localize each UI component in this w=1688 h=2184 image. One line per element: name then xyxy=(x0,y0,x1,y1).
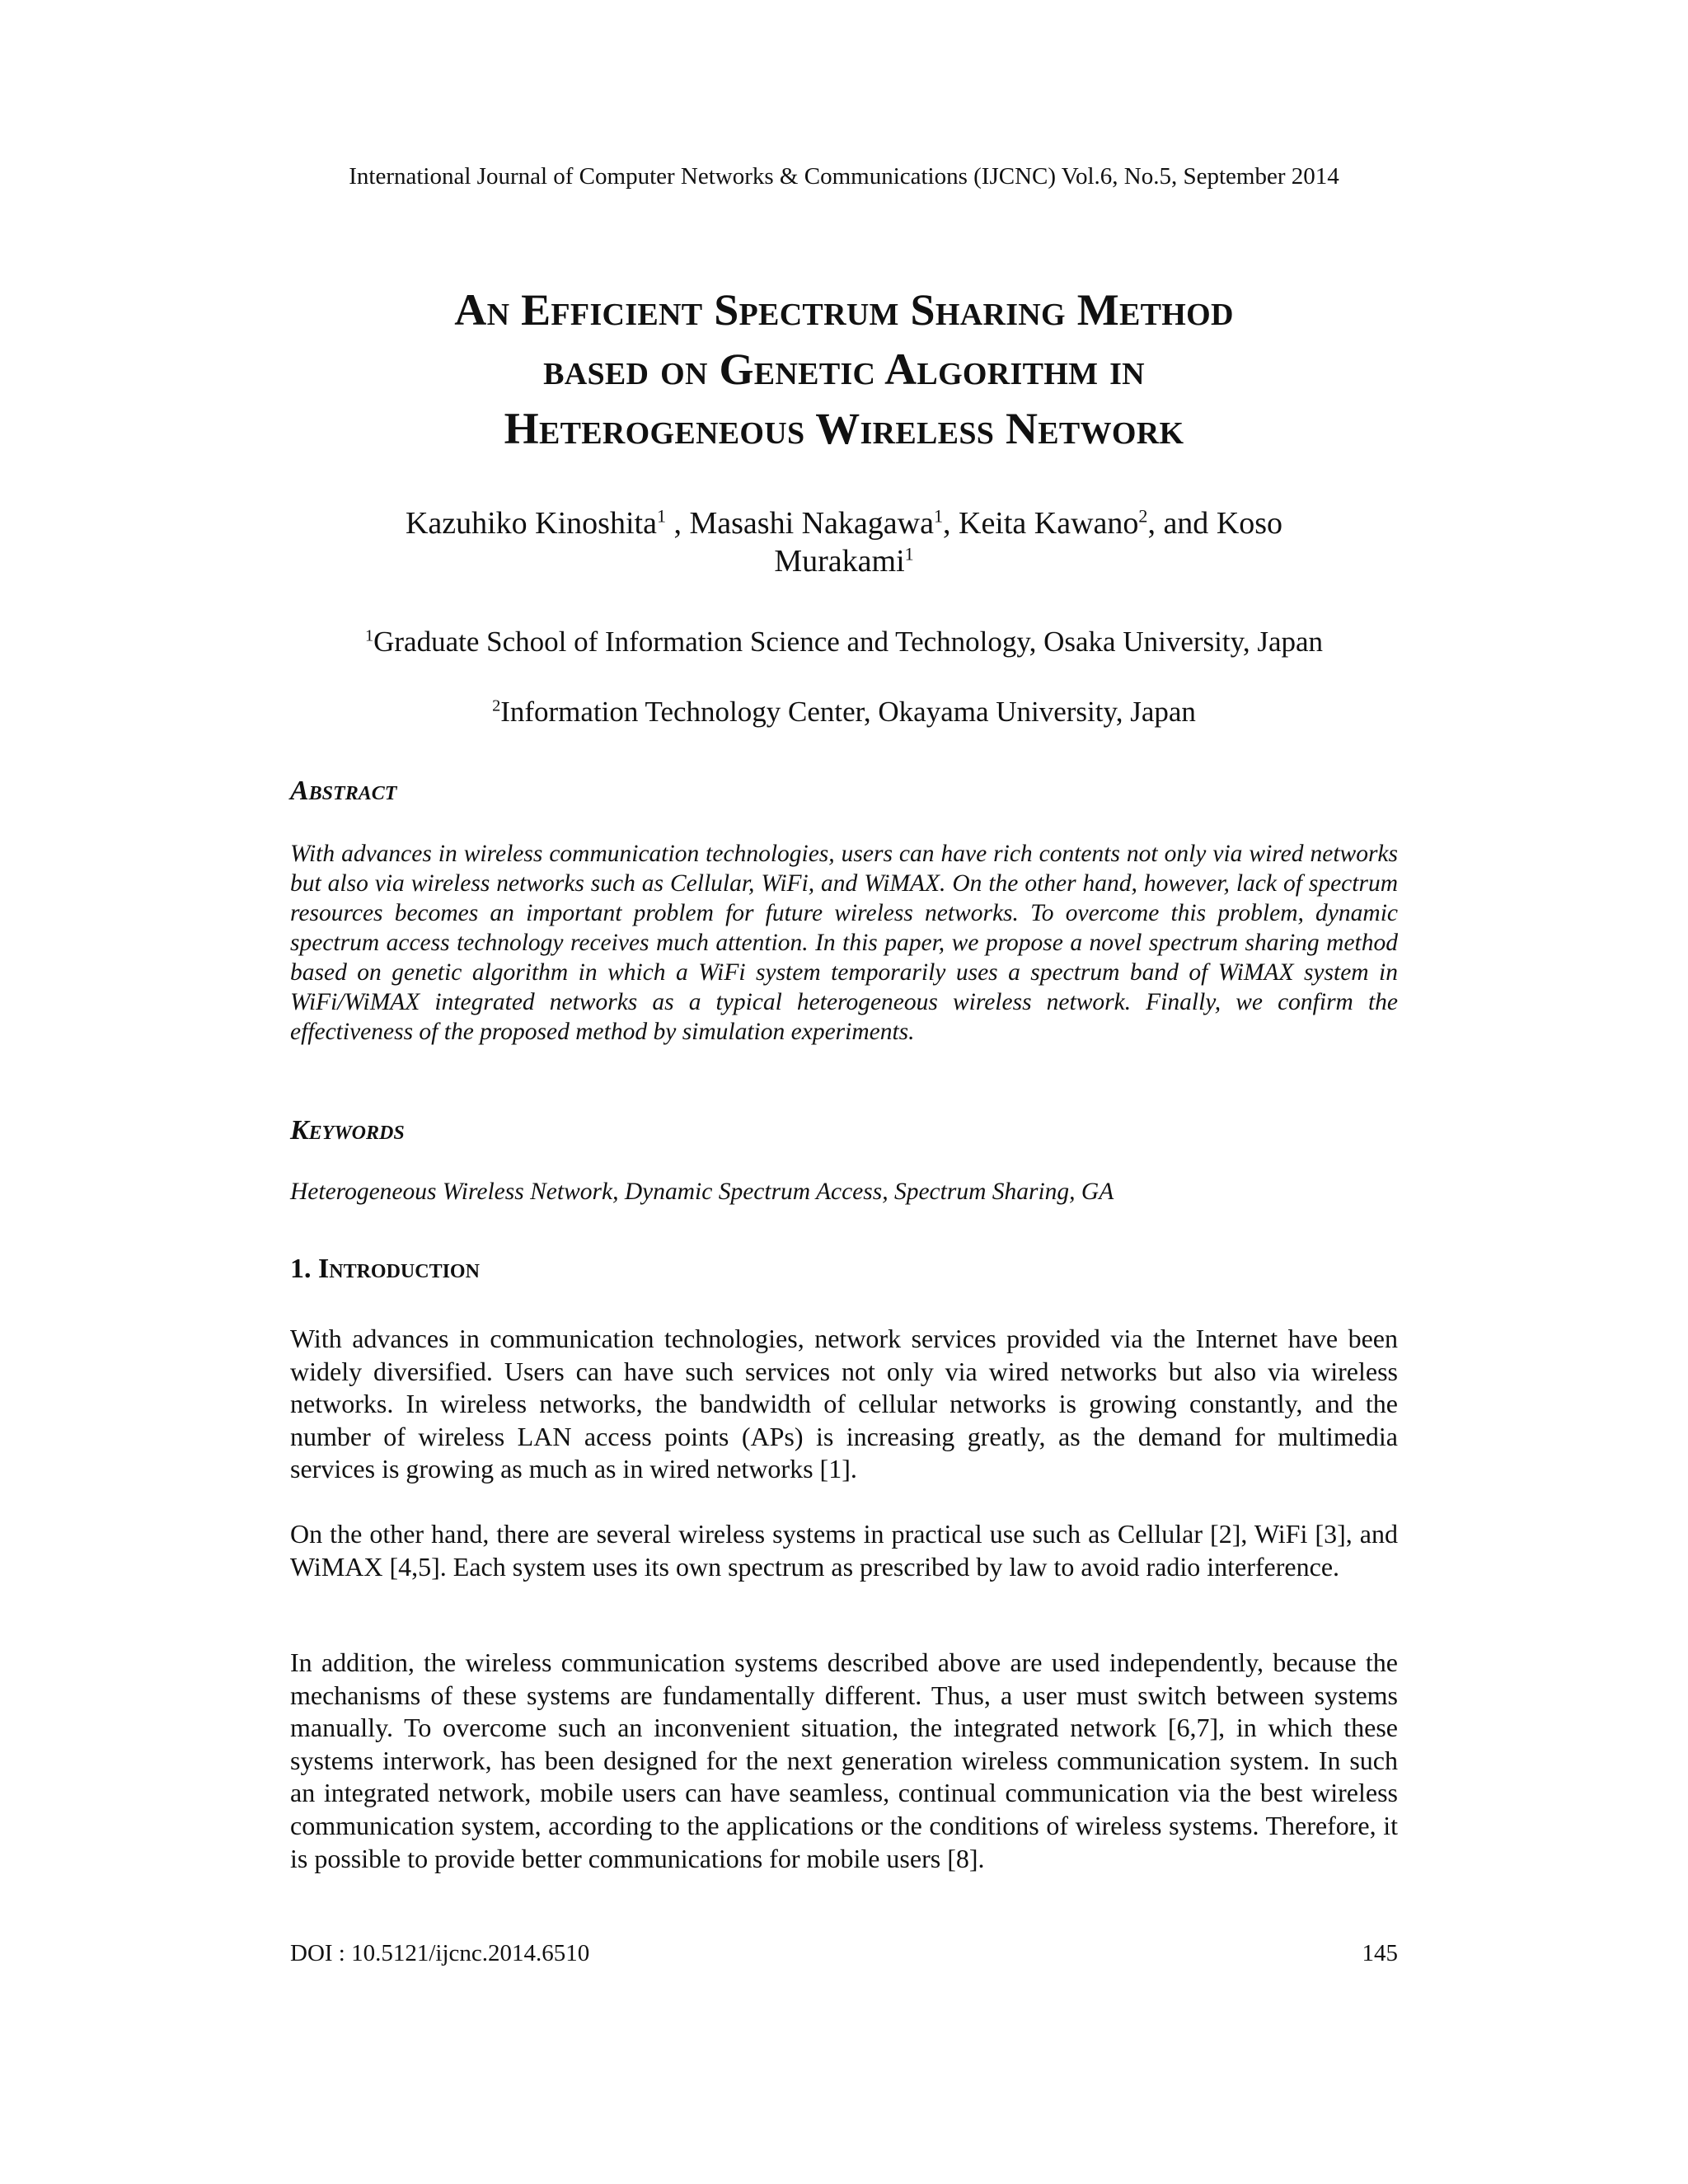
keywords-heading: Keywords xyxy=(290,1115,405,1146)
author-affil-marker: 2 xyxy=(1138,505,1148,527)
doi-footer: DOI : 10.5121/ijcnc.2014.6510 xyxy=(290,1940,590,1966)
author-name: Masashi Nakagawa xyxy=(689,506,934,541)
affiliation-text: Graduate School of Information Science and Technology, Osaka University, Japan xyxy=(373,626,1324,658)
author-name-first: Koso xyxy=(1216,506,1283,541)
author-separator: , xyxy=(665,506,690,541)
author-separator: , xyxy=(943,506,959,541)
abstract-body: With advances in wireless communication technologies, users can have rich contents not only via wired networks but also via wireless networks such as Cellular, WiFi, and WiMAX. On the other hand, however, lack of spectrum resources becomes an important problem for future wireless networks. To overcome this problem, dynamic spectrum access technology receives much attention. In this paper, we propose a novel spectrum sharing method based on genetic algorithm in which a WiFi system temporarily uses a spectrum band of WiMAX system in WiFi/WiMAX integrated networks as a typical heterogeneous wireless network. Finally, we confirm the effectiveness of the proposed method by simulation experiments. xyxy=(290,841,1398,1045)
title-line-3: Heterogeneous Wireless Network xyxy=(504,404,1184,453)
author-affil-marker: 1 xyxy=(933,505,943,527)
author-affil-marker: 1 xyxy=(904,543,914,565)
author-name: Keita Kawano xyxy=(959,506,1139,541)
title-line-2: based on Genetic Algorithm in xyxy=(543,344,1145,394)
author-list xyxy=(297,504,1391,580)
affiliation-marker: 2 xyxy=(492,696,501,715)
affiliation-2 xyxy=(0,695,1688,729)
affiliation-marker: 1 xyxy=(364,626,374,645)
intro-paragraph-2: On the other hand, there are several wireless systems in practical use such as Cellular [2], WiFi [3], and WiMAX [4,5]. Each system uses its own spectrum as prescribed by law to avoid radio interference. xyxy=(290,1519,1398,1582)
author-name: Kazuhiko Kinoshita xyxy=(405,506,657,541)
affiliation-text: Information Technology Center, Okayama University, Japan xyxy=(500,696,1196,728)
page-number: 145 xyxy=(1362,1940,1398,1966)
paper-title xyxy=(247,280,1441,458)
intro-paragraph-1: With advances in communication technologies, network services provided via the Internet have been widely diversified. Users can have such services not only via wired networks but also via wireless networks. In wireless networks, the bandwidth of cellular networks is growing constantly, and the number of wireless LAN access points (APs) is increasing greatly, as the demand for multimedia services is growing as much as in wired networks [1]. xyxy=(290,1324,1398,1484)
title-line-1: An Efficient Spectrum Sharing Method xyxy=(454,285,1234,335)
author-name-last: Murakami xyxy=(774,544,905,579)
author-affil-marker: 1 xyxy=(656,505,666,527)
keywords-body: Heterogeneous Wireless Network, Dynamic Spectrum Access, Spectrum Sharing, GA xyxy=(290,1179,1114,1205)
affiliation-1 xyxy=(0,625,1688,659)
abstract-heading: Abstract xyxy=(290,776,397,806)
running-head: International Journal of Computer Networks & Communications (IJCNC) Vol.6, No.5, September 2014 xyxy=(349,163,1339,190)
introduction-heading: 1. Introduction xyxy=(290,1254,480,1284)
author-separator: , and xyxy=(1147,506,1217,541)
intro-paragraph-3: In addition, the wireless communication systems described above are used independently, because the mechanisms of these systems are fundamentally different. Thus, a user must switch between systems manually. To overcome such an inconvenient situation, the integrated network [6,7], in which these systems interwork, has been designed for the next generation wireless communication system. In such an integrated network, mobile users can have seamless, continual communication via the best wireless communication system, according to the applications or the conditions of wireless systems. Therefore, it is possible to provide better communications for mobile users [8]. xyxy=(290,1647,1398,1873)
